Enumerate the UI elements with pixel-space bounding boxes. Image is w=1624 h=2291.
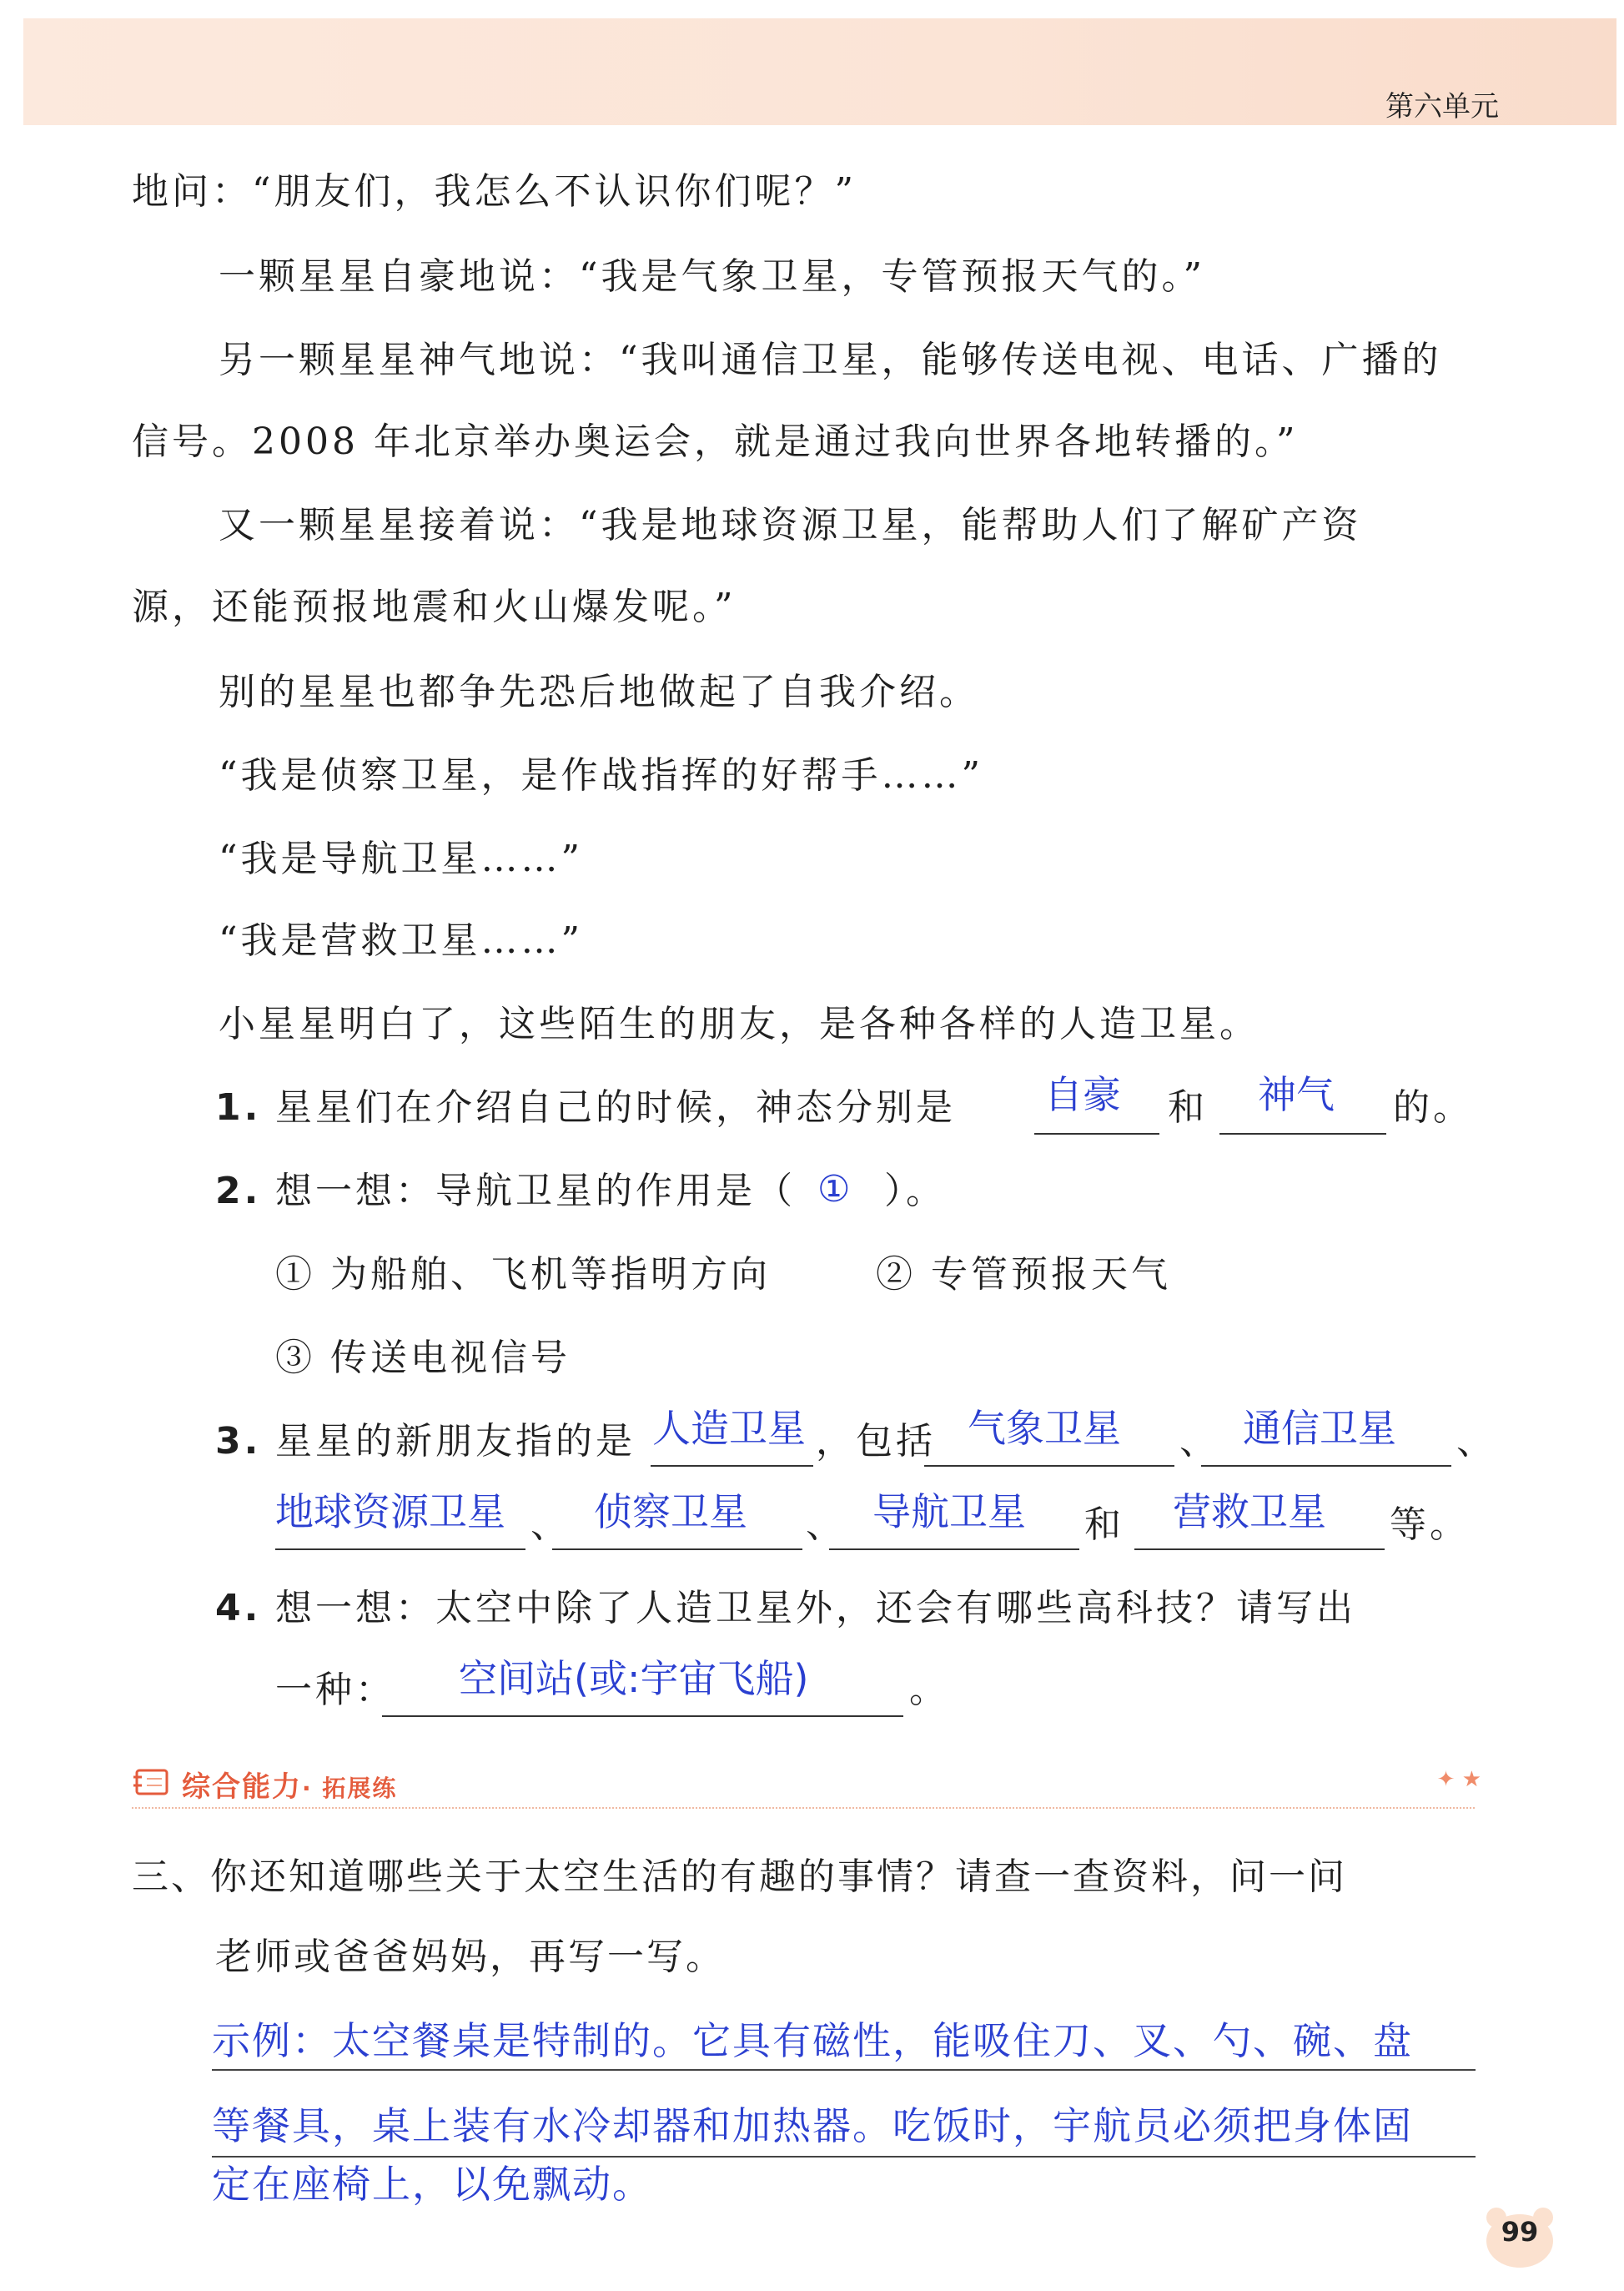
passage-line: “我是侦察卫星，是作战指挥的好帮手……”: [219, 754, 983, 797]
answer-text: 自豪: [1044, 1072, 1121, 1117]
answer-blank[interactable]: [1219, 1133, 1386, 1135]
question-text: 和: [1084, 1503, 1124, 1546]
passage-line: 一颗星星自豪地说：“我是气象卫星，专管预报天气的。”: [219, 255, 1205, 298]
passage-line: “我是营救卫星……”: [219, 919, 583, 962]
notebook-icon: [132, 1765, 173, 1799]
writing-rule: [212, 2069, 1476, 2071]
question-text: ）。: [884, 1170, 946, 1212]
question-text: 的。: [1393, 1086, 1473, 1129]
answer-text: 定在座椅上，以免飘动。: [212, 2162, 652, 2207]
answer-text: 营救卫星: [1173, 1489, 1326, 1534]
answer-blank[interactable]: [275, 1548, 525, 1550]
option-item: ② 专管预报天气: [876, 1253, 1171, 1296]
star-icon: ✦ ★: [1436, 1767, 1481, 1792]
passage-line: 地问：“朋友们，我怎么不认识你们呢？”: [132, 170, 857, 213]
section-divider: [132, 1807, 1475, 1809]
answer-blank[interactable]: [651, 1465, 813, 1467]
page-number: 99: [1501, 2216, 1539, 2248]
question-text: 。: [909, 1669, 949, 1711]
answer-text: 人造卫星: [652, 1406, 806, 1451]
answer-text: ①: [817, 1168, 851, 1211]
question-text: 、: [1179, 1420, 1219, 1463]
answer-text: 导航卫星: [872, 1489, 1026, 1534]
question-number: 3.: [215, 1420, 262, 1463]
answer-blank[interactable]: [1034, 1133, 1159, 1135]
passage-line: 又一颗星星接着说：“我是地球资源卫星，能帮助人们了解矿产资: [219, 504, 1362, 546]
task-heading: 三、你还知道哪些关于太空生活的有趣的事情？请查一查资料，问一问: [132, 1855, 1347, 1898]
passage-line: 信号。2008 年北京举办奥运会，就是通过我向世界各地转播的。”: [132, 420, 1299, 463]
question-text: 想一想：导航卫星的作用是（: [275, 1170, 796, 1212]
question-text: 星星们在介绍自己的时候，神态分别是: [275, 1086, 956, 1129]
question-text: 想一想：太空中除了人造卫星外，还会有哪些高科技？请写出: [275, 1587, 1356, 1629]
question-text: 和: [1168, 1086, 1208, 1129]
answer-text: 等餐具，桌上装有水冷却器和加热器。吃饭时，宇航员必须把身体固: [212, 2103, 1413, 2148]
passage-line: 小星星明白了，这些陌生的朋友，是各种各样的人造卫星。: [219, 1003, 1259, 1045]
answer-blank[interactable]: [1201, 1465, 1451, 1467]
passage-line: 别的星星也都争先恐后地做起了自我介绍。: [219, 671, 979, 713]
question-text: ，包括: [816, 1420, 936, 1463]
header-band: [23, 18, 1616, 125]
question-text: 、: [806, 1503, 846, 1546]
answer-blank[interactable]: [924, 1465, 1174, 1467]
answer-blank[interactable]: [382, 1715, 903, 1717]
question-text: 星星的新朋友指的是: [275, 1420, 636, 1463]
question-text: 、: [530, 1503, 571, 1546]
answer-text: 示例：太空餐桌是特制的。它具有磁性，能吸住刀、叉、勺、碗、盘: [212, 2018, 1413, 2063]
answer-text: 通信卫星: [1243, 1406, 1396, 1451]
answer-text: 空间站(或:宇宙飞船): [459, 1656, 809, 1701]
passage-line: “我是导航卫星……”: [219, 838, 583, 880]
unit-title: 第六单元: [1385, 90, 1499, 123]
writing-rule: [212, 2156, 1476, 2158]
section-label: 综合能力· 拓展练: [182, 1770, 398, 1804]
answer-blank[interactable]: [552, 1548, 802, 1550]
question-number: 1.: [215, 1086, 262, 1129]
question-text: 、: [1456, 1420, 1496, 1463]
answer-blank[interactable]: [829, 1548, 1079, 1550]
answer-text: 神气: [1258, 1072, 1335, 1117]
task-heading: 老师或爸爸妈妈，再写一写。: [215, 1936, 725, 1978]
passage-line: 源，还能预报地震和火山爆发呢。”: [132, 586, 737, 628]
passage-line: 另一颗星星神气地说：“我叫通信卫星，能够传送电视、电话、广播的: [219, 339, 1442, 381]
question-text: 一种：: [275, 1669, 395, 1711]
answer-text: 气象卫星: [968, 1406, 1121, 1451]
answer-text: 侦察卫星: [594, 1489, 747, 1534]
question-number: 2.: [215, 1170, 262, 1212]
option-item: ③ 传送电视信号: [275, 1337, 571, 1379]
question-text: 等。: [1390, 1503, 1470, 1546]
option-item: ① 为船舶、飞机等指明方向: [275, 1253, 771, 1296]
answer-blank[interactable]: [1134, 1548, 1385, 1550]
question-number: 4.: [215, 1587, 262, 1629]
answer-text: 地球资源卫星: [275, 1489, 505, 1534]
section-banner: [132, 1759, 1481, 1809]
section-sublabel: · 拓展练: [302, 1775, 398, 1802]
